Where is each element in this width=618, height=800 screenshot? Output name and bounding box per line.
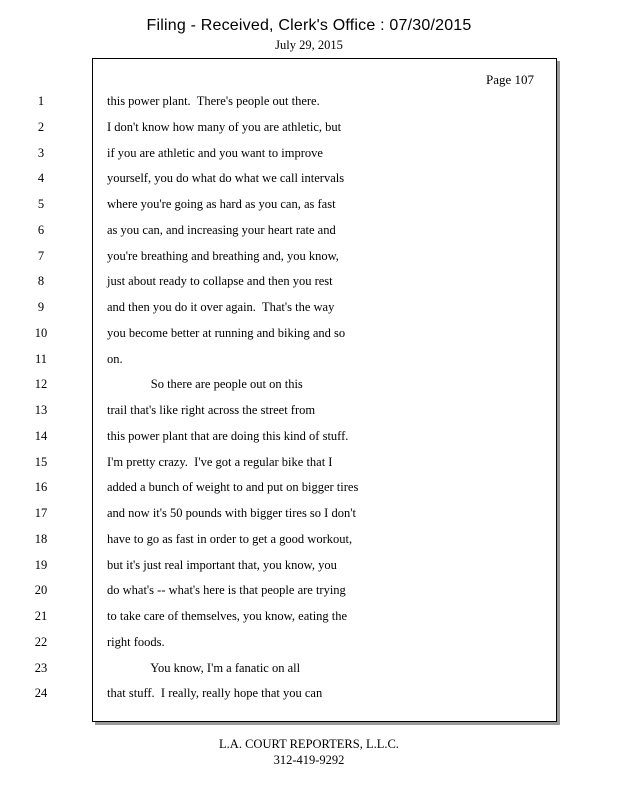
line-number: 15 xyxy=(34,454,48,469)
line-text: this power plant that are doing this kind of stuff. xyxy=(107,428,349,443)
reporter-company: L.A. COURT REPORTERS, L.L.C. xyxy=(219,737,399,751)
line-text: on. xyxy=(107,351,123,366)
line-text: you become better at running and biking and so xyxy=(107,325,346,340)
line-text: this power plant. There's people out there. xyxy=(107,94,320,108)
line-number: 16 xyxy=(34,480,48,495)
line-text: right foods. xyxy=(107,634,165,649)
line-number: 11 xyxy=(34,351,48,366)
line-text: have to go as fast in order to get a good workout, xyxy=(107,531,353,546)
line-number: 20 xyxy=(34,583,48,598)
line-number: 10 xyxy=(34,325,48,340)
line-number: 13 xyxy=(34,403,48,417)
line-number: 8 xyxy=(37,274,45,289)
line-text: but it's just real important that, you know, you xyxy=(107,557,337,572)
line-number: 2 xyxy=(37,119,45,134)
line-text: You know, I'm a fanatic on all xyxy=(107,660,301,675)
line-number: 23 xyxy=(34,660,48,675)
transcript-date: July 29, 2015 xyxy=(275,38,343,52)
line-number: 12 xyxy=(34,377,48,392)
line-number: 5 xyxy=(37,197,45,211)
line-number: 18 xyxy=(34,531,48,546)
line-text: just about ready to collapse and then you rest xyxy=(107,274,333,289)
line-number: 19 xyxy=(34,557,48,572)
line-number: 21 xyxy=(34,609,48,623)
reporter-phone: 312-419-9292 xyxy=(273,753,345,767)
line-text: and then you do it over again. That's the way xyxy=(107,300,335,314)
line-text: and now it's 50 pounds with bigger tires so I don't xyxy=(107,506,356,520)
line-number: 4 xyxy=(37,171,45,186)
line-number: 14 xyxy=(34,428,48,443)
line-number: 22 xyxy=(34,634,48,649)
line-text: I'm pretty crazy. I've got a regular bike that I xyxy=(107,454,333,469)
line-text: added a bunch of weight to and put on bigger tires xyxy=(107,480,359,495)
line-text: if you are athletic and you want to improve xyxy=(107,145,323,160)
line-number: 3 xyxy=(37,145,45,160)
line-text: that stuff. I really, really hope that you can xyxy=(107,686,323,701)
line-number: 17 xyxy=(34,506,48,520)
line-number: 24 xyxy=(34,686,48,701)
line-text: to take care of themselves, you know, eating the xyxy=(107,609,348,623)
line-text: yourself, you do what do what we call intervals xyxy=(107,171,345,186)
line-text: So there are people out on this xyxy=(107,377,303,392)
line-text: where you're going as hard as you can, as fast xyxy=(107,197,336,211)
line-number: 6 xyxy=(37,222,45,237)
line-number: 9 xyxy=(37,300,45,314)
line-text: trail that's like right across the street from xyxy=(107,403,316,417)
line-text: as you can, and increasing your heart rate and xyxy=(107,222,336,237)
line-number: 1 xyxy=(37,94,45,108)
filing-stamp: Filing - Received, Clerk's Office : 07/30/2015 xyxy=(146,17,472,34)
page-number: Page 107 xyxy=(485,72,534,87)
line-text: do what's -- what's here is that people are trying xyxy=(107,583,346,598)
line-text: I don't know how many of you are athletic, but xyxy=(107,119,342,134)
line-text: you're breathing and breathing and, you know, xyxy=(107,248,339,263)
line-number: 7 xyxy=(37,248,45,263)
